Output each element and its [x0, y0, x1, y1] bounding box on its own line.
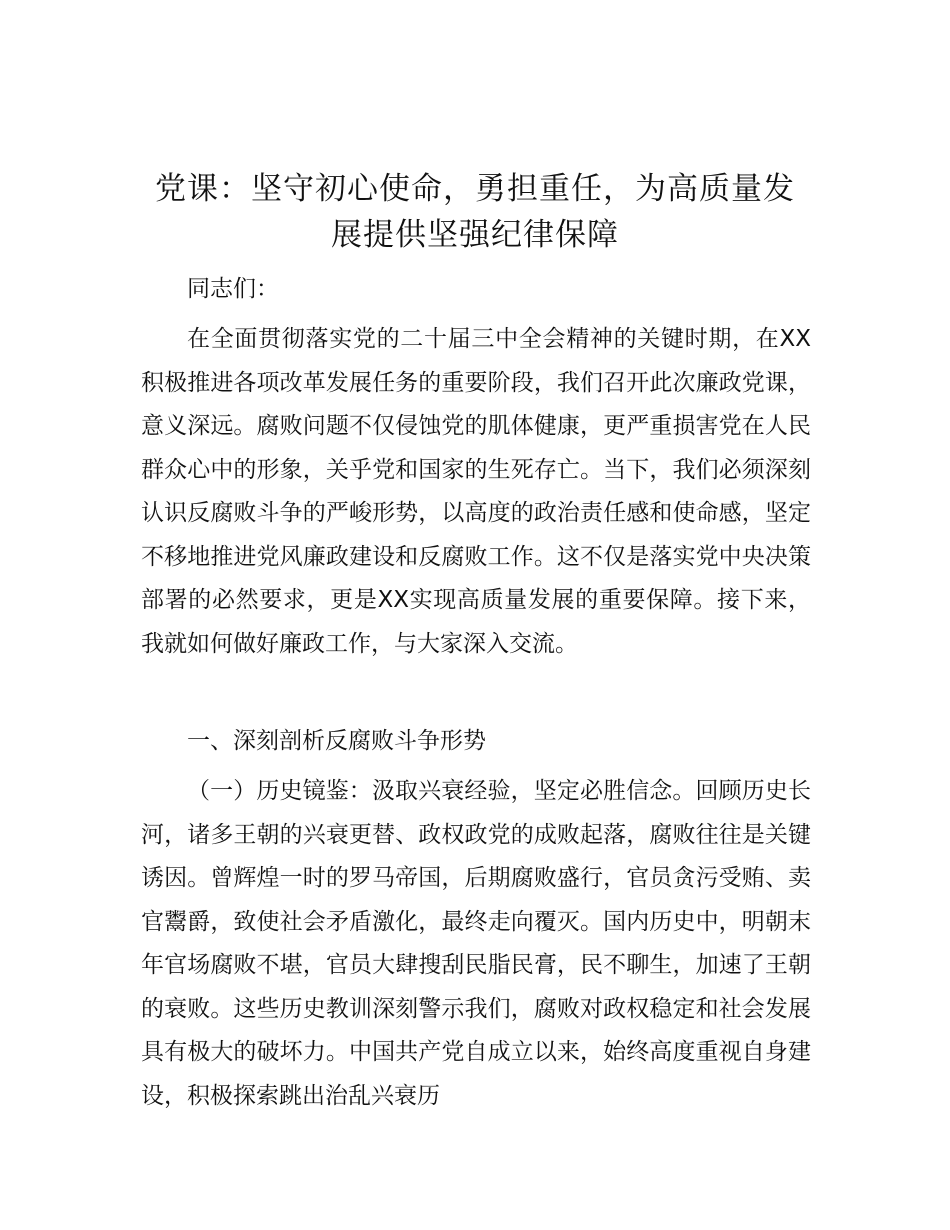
salutation: 同志们： — [187, 276, 279, 302]
section-heading-1: 一、深刻剖析反腐败斗争形势 — [187, 728, 486, 754]
subsection-1-paragraph: （一）历史镜鉴：汲取兴衰经验，坚定必胜信念。回顾历史长河，诸多王朝的兴衰更替、政权政党的成败起落，腐败往往是关键诱因。曾辉煌一时的罗马帝国，后期腐败盛行，官员贪污受贿、卖官鬻爵，致使社会矛盾激化，最终走向覆灭。国内历史中，明朝末年官场腐败不堪，官员大肆搜刮民脂民膏，民不聊生，加速了王朝的衰败。这些历史教训深刻警示我们，腐败对政权稳定和社会发展具有极大的破坏力。中国共产党自成立以来，始终高度重视自身建设，积极探索跳出治乱兴衰历 — [141, 778, 811, 1109]
document-title: 党课：坚守初心使命，勇担重任，为高质量发展提供坚强纪律保障 — [155, 171, 795, 253]
intro-paragraph: 在全面贯彻落实党的二十届三中全会精神的关键时期，在XX积极推进各项改革发展任务的重要阶段，我们召开此次廉政党课，意义深远。腐败问题不仅侵蚀党的肌体健康，更严重损害党在人民群众心中的形象，关乎党和国家的生死存亡。当下，我们必须深刻认识反腐败斗争的严峻形势，以高度的政治责任感和使命感，坚定不移地推进党风廉政建设和反腐败工作。这不仅是落实党中央决策部署的必然要求，更是XX实现高质量发展的重要保障。接下来，我就如何做好廉政工作，与大家深入交流。 — [141, 326, 811, 657]
